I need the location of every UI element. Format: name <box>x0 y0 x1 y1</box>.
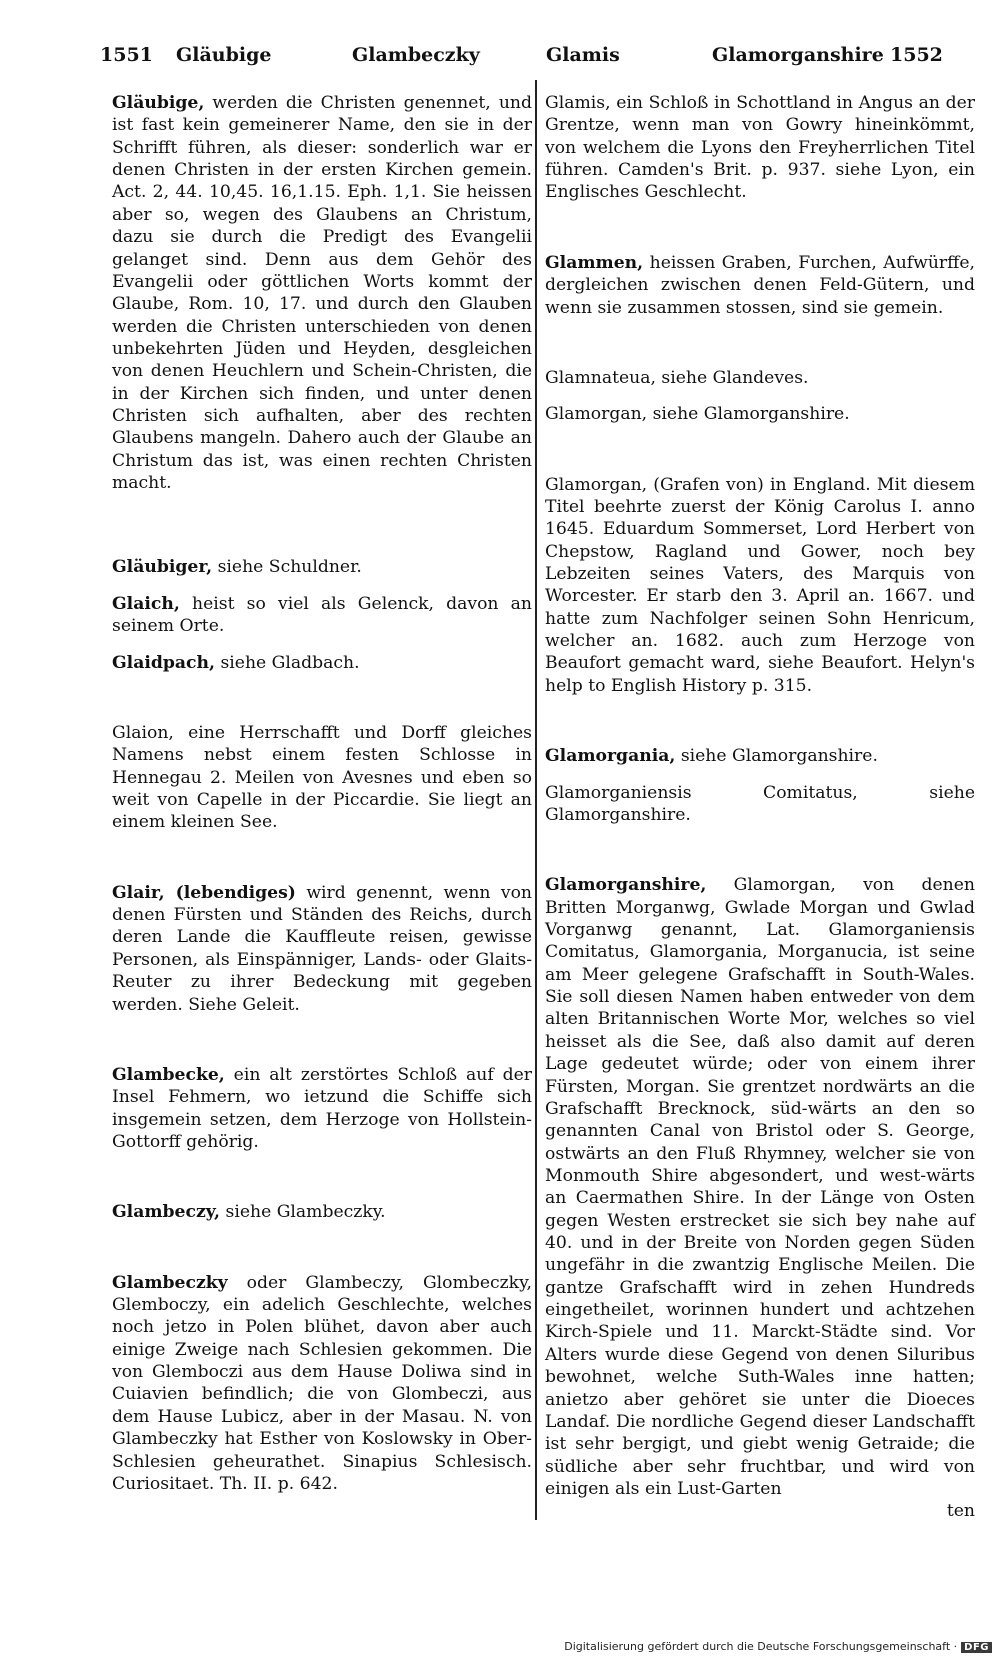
entry-text: Glamorganiensis Comitatus, siehe Glamorganshire. <box>545 782 975 825</box>
entry-lemma: Glair, (lebendiges) <box>112 882 296 903</box>
entry-glair <box>112 882 532 1016</box>
entry-lemma: Glamorganshire, <box>545 875 707 896</box>
entry-lemma: Gläubige, <box>112 93 205 113</box>
entry-text: siehe Glambeczky. <box>220 1202 386 1223</box>
entry-text: Glamorgan, von denen Britten Morganwg, Gwlade Morgan und Gwlad Vorganwg genannt, Lat. Glamorganiensis Comitatus, Glamorgania, Morganucia, ist seine am Meer gelegene Grafschafft in South-Wales. Sie soll diesen Namen haben entweder von dem alten Britannischen Worte Mor, welches so viel heisset als die See, daß also damit auf deren Lage gedeutet würde; oder von einem ihrer Fürsten, Morgan. Sie grentzet nordwärts an die Grafschafft Brecknock, süd-wärts an den so genannten Canal von Bristol oder S. George, ostwärts an den Fluß Rhymney, welcher sie von Monmouth Shire abgesondert, und west-wärts an Caermathen Shire. In der Länge von Osten gegen Westen erstrecket sie sich bey nahe auf 40. und in der Breite von Norden gegen Süden ungefähr in die zwantzig Englische Meilen. Die gantze Grafschafft wird in zehen Hundreds eingetheilet, worinnen hundert und achtzehen Kirch-Spiele und 11. Marckt-Städte sind. Vor Alters wurde diese Gegend von denen Siluribus bewohnet, welche Suth-Wales inne hatten; anietzo aber gehöret sie unter die Dioeces Landaf. Die nordliche Gegend dieser Landschafft ist sehr bergigt, und giebt wenig Getraide; die südliche aber sehr fruchtbar, und wird von einigen als ein Lust-Garten <box>545 875 975 1499</box>
left-column <box>112 92 532 1495</box>
entry-text: Glamnateua, siehe Glandeves. <box>545 367 809 388</box>
entry-lemma: Glaich, <box>112 593 180 614</box>
entry-text: werden die Christen genennet, und ist fast kein gemeinerer Name, den sie in der Schrifft führen, als dieser: sonderlich war er denen Christen in der ersten Kirchen gemein. Act. 2, 44. 10,45. 16,1.15. Eph. 1,1. Sie heissen aber so, wegen des Glaubens an Christum, dazu sie durch die Predigt des Evangelii gelanget sind. Denn aus dem Gehör des Evangelii oder göttlichen Worts kommt der Glaube, Rom. 10, 17. und durch den Glauben werden die Christen unterschieden von denen unbekehrten Jüden und Heyden, desgleichen von denen Heuchlern und Schein-Christen, die in der Kirchen sich finden, und unter denen Christen sich aufhalten, aber des rechten Glaubens mangeln. Dahero auch der Glaube an Christum das ist, was einen rechten Christen macht. <box>112 93 532 494</box>
entry-text: siehe Glamorganshire. <box>675 746 878 767</box>
entry-text: siehe Schuldner. <box>212 557 362 578</box>
entry-glambeczy <box>112 1201 532 1223</box>
entry-lemma: Glambecke, <box>112 1064 225 1085</box>
entry-glaeubiger <box>112 556 532 578</box>
page-number-left: 1551 <box>100 44 153 66</box>
entry-glamorgan-see <box>545 403 975 425</box>
entry-lemma: Glambeczy, <box>112 1202 221 1223</box>
header-word-1: Gläubige <box>176 44 272 66</box>
entry-glammen <box>545 252 975 319</box>
right-column <box>545 92 975 1523</box>
entry-glaeubige <box>112 92 532 494</box>
entry-glamis <box>545 92 975 204</box>
entry-lemma: Glamorgania, <box>545 746 676 767</box>
header-word-2: Glambeczky <box>352 44 480 66</box>
entry-text: Glamis, ein Schloß in Schottland in Angus an der Grentze, wenn man von Gowry hineinkömmt, von welchem die Lyons den Freyherrlichen Titel führen. Camden's Brit. p. 937. siehe Lyon, ein Englisches Geschlecht. <box>545 93 975 203</box>
entry-glamorgan-grafen <box>545 474 975 698</box>
entry-glaidpach <box>112 652 532 674</box>
entry-glamorgania <box>545 745 975 767</box>
digitization-footer <box>564 1640 992 1653</box>
entry-text: oder Glambeczy, Glombeczky, Glemboczy, ein adelich Geschlechte, welches noch jetzo in Polen blühet, davon aber auch einige Zweige nach Schlesien gekommen. Die von Glemboczi aus dem Hause Doliwa sind in Cuiavien befindlich; die von Glombeczi, aus dem Hause Lubicz, aber in der Masau. N. von Glambeczky hat Esther von Koslowsky in Ober-Schlesien geheurathet. Sinapius Schlesisch. Curiositaet. Th. II. p. 642. <box>112 1272 532 1494</box>
entry-glamnateua <box>545 367 975 389</box>
entry-glamorganiensis <box>545 782 975 827</box>
entry-lemma: Glammen, <box>545 252 644 273</box>
entry-text: Glaion, eine Herrschafft und Dorff gleiches Namens nebst einem festen Schlosse in Hennegau 2. Meilen von Avesnes und eben so weit von Capelle in der Piccardie. Sie liegt an einem kleinen See. <box>112 722 532 833</box>
catchword: ten <box>946 1501 975 1522</box>
entry-glambecke <box>112 1064 532 1153</box>
entry-text: Glamorgan, siehe Glamorganshire. <box>545 404 850 425</box>
entry-glaion <box>112 722 532 834</box>
entry-text: heist so viel als Gelenck, davon an seinem Orte. <box>112 593 532 637</box>
entry-text: wird genennt, wenn von denen Fürsten und Ständen des Reichs, durch deren Lande die Kauffleute reisen, gewisse Personen, als Einspänniger, Lands- oder Glaits-Reuter zu ihrer Bedeckung mit gegeben werden. Siehe Geleit. <box>112 882 533 1015</box>
entry-lemma: Glambeczky <box>112 1272 228 1293</box>
entry-lemma: Glaidpach, <box>112 652 215 673</box>
footer-text: Digitalisierung gefördert durch die Deutsche Forschungsgemeinschaft · <box>564 1640 958 1653</box>
entry-text: siehe Gladbach. <box>215 652 360 673</box>
entry-glambeczky <box>112 1272 532 1496</box>
entry-text: heissen Graben, Furchen, Aufwürffe, dergleichen zwischen denen Feld-Gütern, und wenn sie zusammen stossen, sind sie gemein. <box>545 252 975 318</box>
entry-text: ein alt zerstörtes Schloß auf der Insel Fehmern, wo ietzund die Schiffe sich insgemein setzen, dem Herzoge von Hollstein-Gottorff gehörig. <box>112 1064 532 1152</box>
page-number-right: 1552 <box>890 44 943 66</box>
header-word-4: Glamorganshire <box>712 44 884 66</box>
header-word-3: Glamis <box>546 44 620 66</box>
dfg-logo: DFG <box>961 1642 992 1653</box>
entry-lemma: Gläubiger, <box>112 557 213 578</box>
column-divider <box>535 80 537 1520</box>
entry-glaich <box>112 593 532 638</box>
entry-glamorganshire <box>545 874 975 1500</box>
entry-text: Glamorgan, (Grafen von) in England. Mit diesem Titel beehrte zuerst der König Carolus I. anno 1645. Eduardum Sommerset, Lord Herbert von Chepstow, Ragland und Gower, noch bey Lebzeiten seines Vaters, des Marquis von Worcester. Er starb den 3. April an. 1667. und hatte zum Nachfolger seinen Sohn Henricum, welcher an. 1682. auch zum Herzoge von Beaufort gemacht ward, siehe Beaufort. Helyn's help to English History p. 315. <box>545 474 975 696</box>
